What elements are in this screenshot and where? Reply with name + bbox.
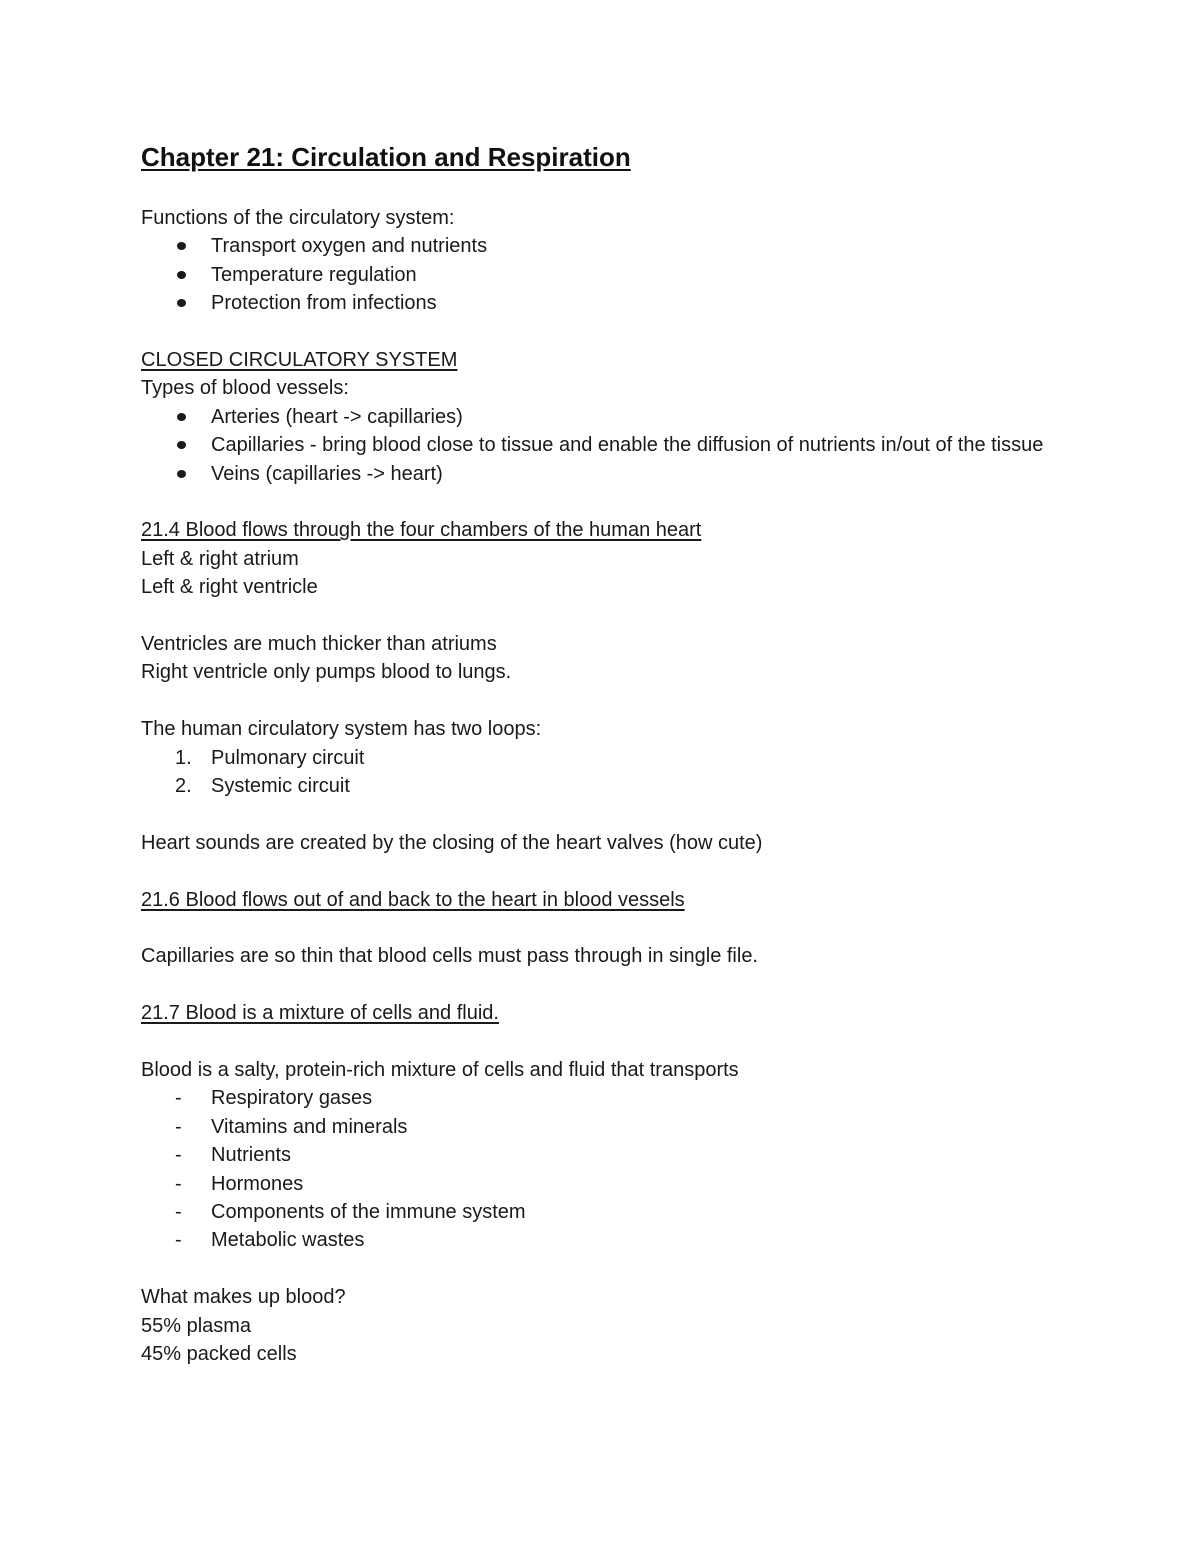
section-21-6-heading: 21.6 Blood flows out of and back to the heart in blood vessels (141, 888, 685, 911)
list-number: 2. (175, 775, 192, 798)
list-number: 1. (175, 746, 192, 769)
list-item: Veins (capillaries -> heart) (141, 460, 1061, 488)
list-item: Temperature regulation (141, 261, 1061, 289)
vessel-types-list (141, 403, 1061, 488)
list-item: - Nutrients (141, 1141, 1061, 1169)
chapter-title: Chapter 21: Circulation and Respiration (141, 142, 631, 172)
loops-list (141, 744, 1061, 801)
section-21-4-heading: 21.4 Blood flows through the four chambers of the human heart (141, 519, 702, 542)
list-item: 1. Pulmonary circuit (141, 744, 1061, 772)
functions-list (141, 232, 1061, 317)
bullet-icon (177, 441, 186, 449)
text-line: 45% packed cells (141, 1343, 297, 1366)
text-line: What makes up blood? (141, 1286, 346, 1309)
dash-marker: - (175, 1172, 182, 1195)
bullet-icon (177, 413, 186, 421)
bullet-icon (177, 271, 186, 279)
closed-system-heading: CLOSED CIRCULATORY SYSTEM (141, 349, 458, 372)
list-item: - Respiratory gases (141, 1084, 1061, 1112)
list-item: - Metabolic wastes (141, 1226, 1061, 1254)
list-item: Arteries (heart -> capillaries) (141, 403, 1061, 431)
dash-marker: - (175, 1201, 182, 1224)
functions-heading: Functions of the circulatory system: (141, 207, 455, 229)
list-item: - Components of the immune system (141, 1198, 1061, 1226)
list-item: Protection from infections (141, 289, 1061, 317)
loops-heading: The human circulatory system has two loops: (141, 718, 542, 741)
dash-marker: - (175, 1229, 182, 1252)
text-line: Heart sounds are created by the closing of the heart valves (how cute) (141, 831, 763, 854)
text-line: 55% plasma (141, 1314, 252, 1337)
text-line: Blood is a salty, protein-rich mixture of cells and fluid that transports (141, 1059, 739, 1082)
list-item: - Hormones (141, 1170, 1061, 1198)
section-21-7-heading: 21.7 Blood is a mixture of cells and fluid. (141, 1002, 499, 1025)
text-line: Ventricles are much thicker than atriums (141, 633, 497, 656)
transports-list (141, 1084, 1061, 1254)
list-item: Capillaries - bring blood close to tissue and enable the diffusion of nutrients in/out of the tissue (141, 431, 1061, 459)
document-page (141, 140, 1061, 1369)
bullet-icon (177, 470, 186, 478)
list-item: 2. Systemic circuit (141, 772, 1061, 800)
vessel-types-heading: Types of blood vessels: (141, 377, 349, 400)
list-item: Transport oxygen and nutrients (141, 232, 1061, 260)
dash-marker: - (175, 1144, 182, 1167)
list-item: - Vitamins and minerals (141, 1113, 1061, 1141)
text-line: Left & right atrium (141, 547, 299, 570)
text-line: Left & right ventricle (141, 576, 318, 599)
text-line: Capillaries are so thin that blood cells must pass through in single file. (141, 945, 758, 968)
bullet-icon (177, 242, 186, 250)
dash-marker: - (175, 1087, 182, 1110)
bullet-icon (177, 299, 186, 307)
text-line: Right ventricle only pumps blood to lungs. (141, 661, 512, 684)
dash-marker: - (175, 1115, 182, 1138)
